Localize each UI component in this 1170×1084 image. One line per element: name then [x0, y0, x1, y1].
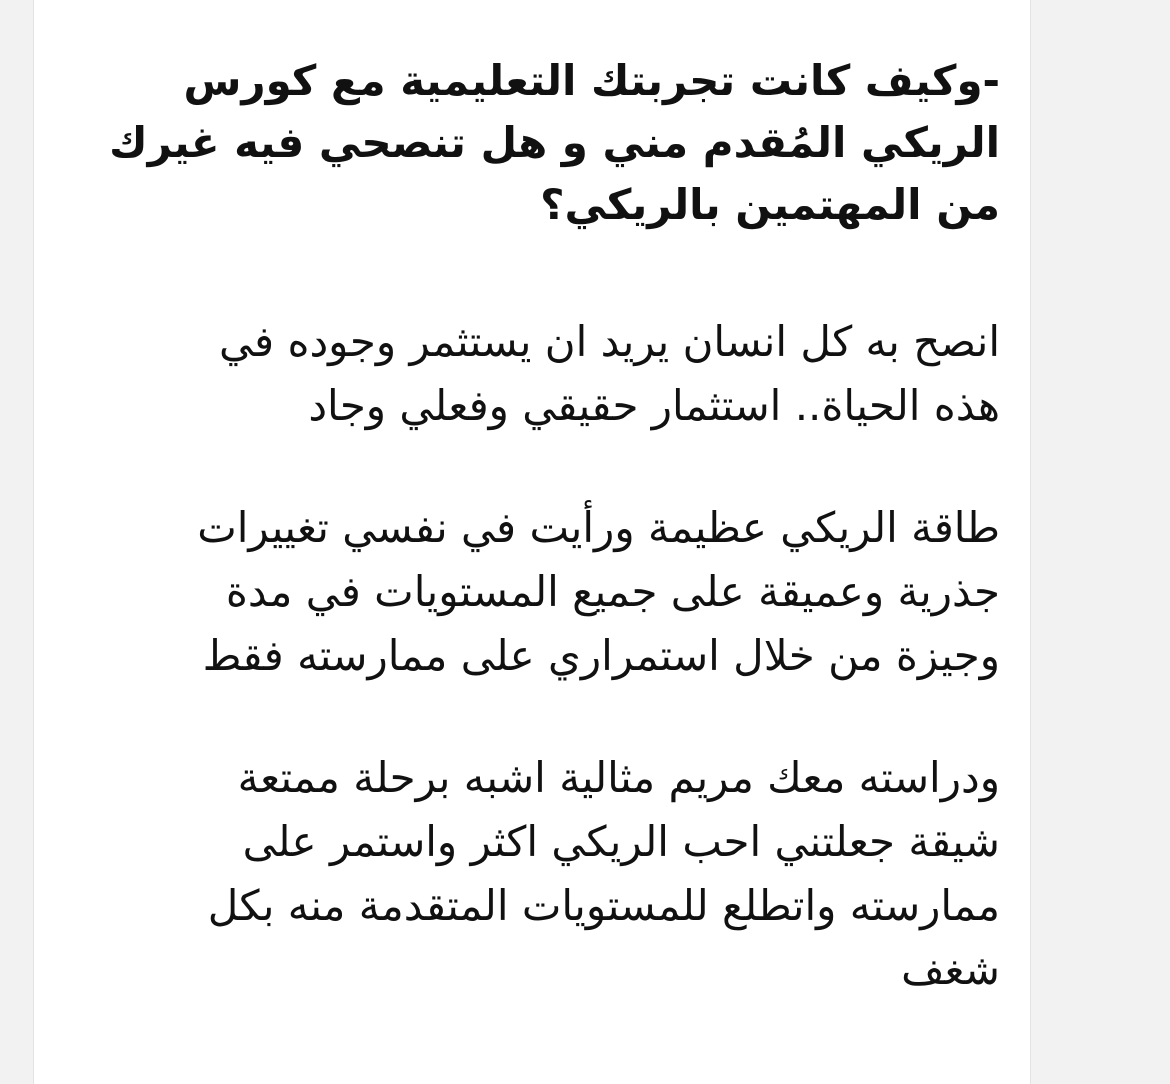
answer-paragraph-3: ودراسته معك مريم مثالية اشبه برحلة ممتعة شيقة جعلتني احب الريكي اكثر واستمر على ممارسته واتطلع للمستويات المتقدمة منه بكل شغف — [207, 753, 1000, 994]
answer-paragraph-2: طاقة الريكي عظيمة ورأيت في نفسي تغييرات جذرية وعميقة على جميع المستويات في مدة وجيزة من خلال استمراري على ممارسته فقط — [197, 503, 1000, 680]
question-text: -وكيف كانت تجربتك التعليمية مع كورس الريكي المُقدم مني و هل تنصحي فيه غيرك من المهتمين بالريكي؟ — [109, 56, 1000, 229]
message-body — [100, 50, 1000, 1060]
message-card — [33, 0, 1031, 1084]
answer-paragraph-1: انصح به كل انسان يريد ان يستثمر وجوده في هذه الحياة.. استثمار حقيقي وفعلي وجاد — [219, 317, 1000, 430]
